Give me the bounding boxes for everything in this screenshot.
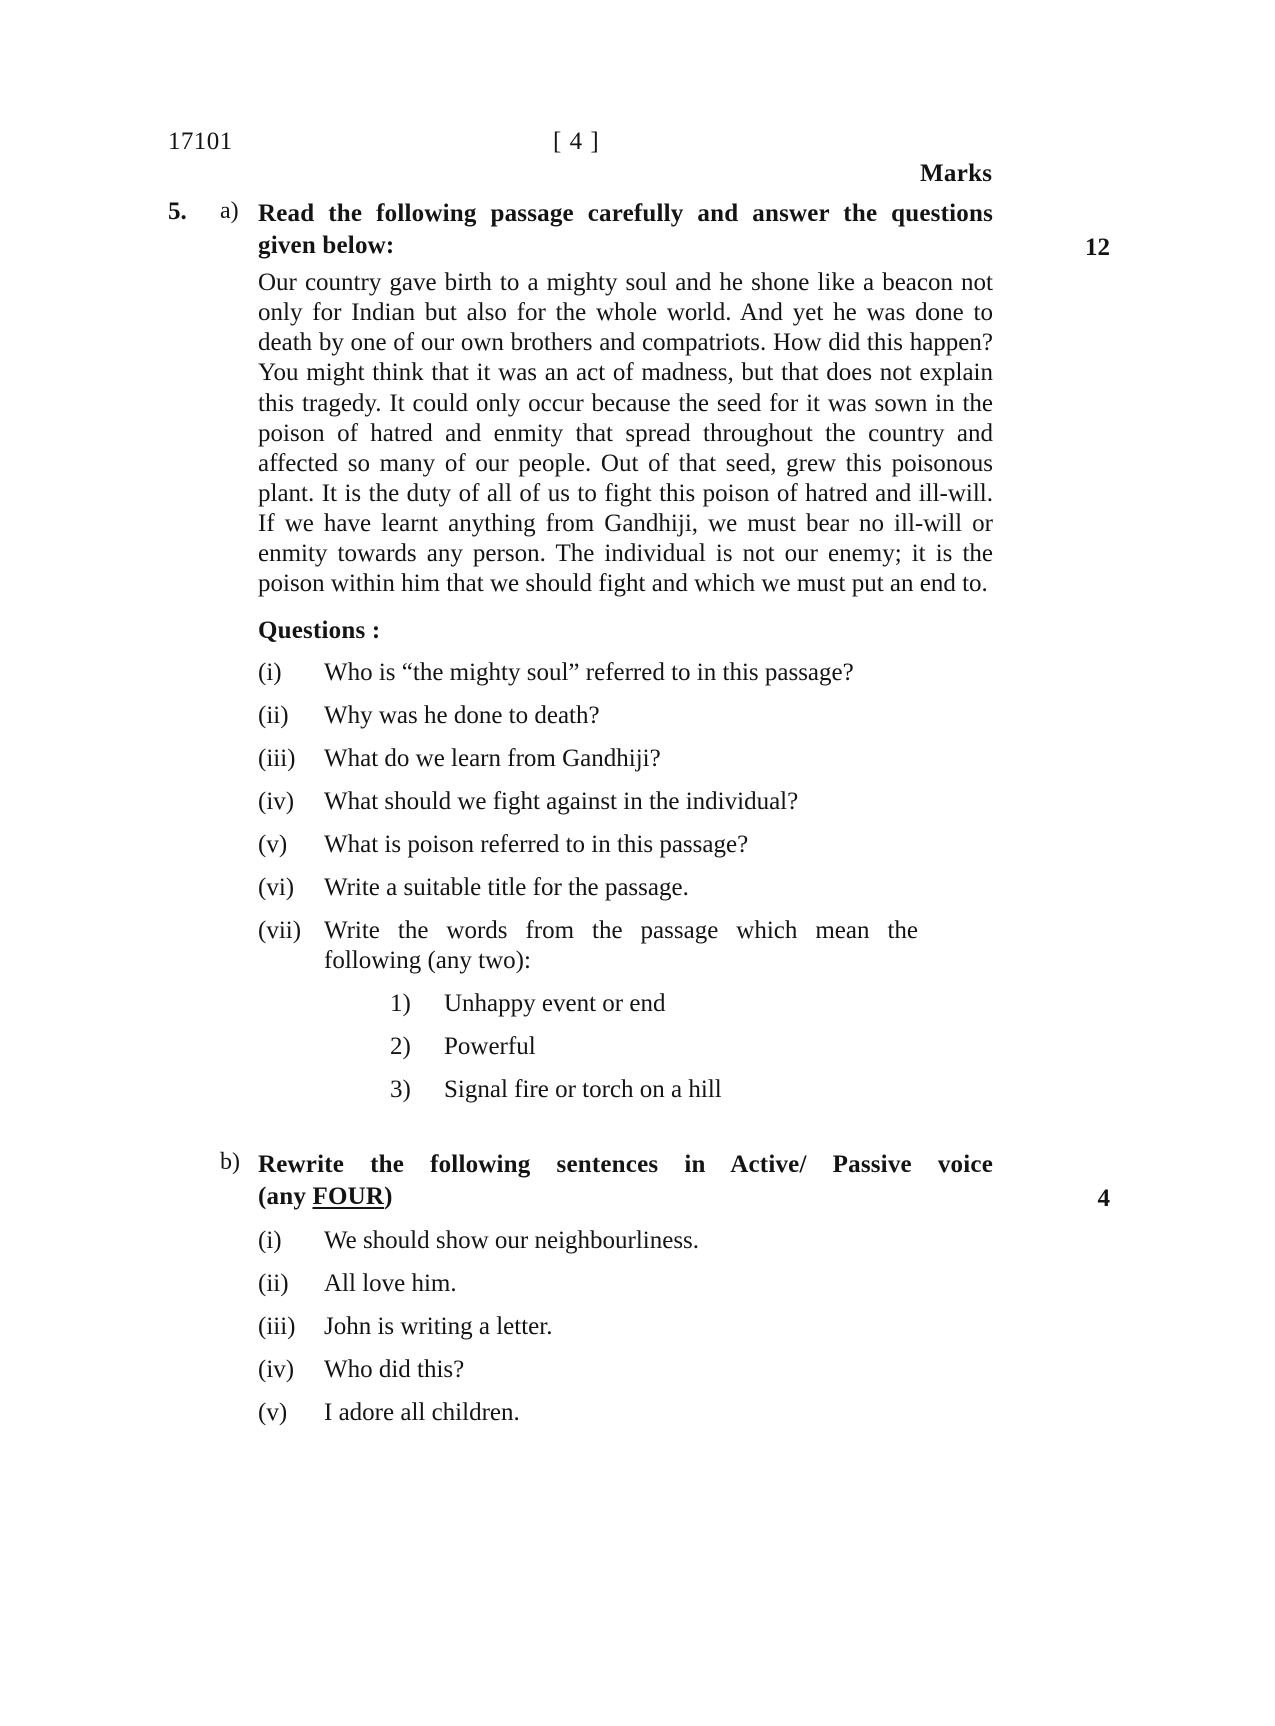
word-meaning-sublist — [390, 989, 918, 1105]
questions-label: Questions : — [258, 617, 381, 645]
heading-suffix: ) — [384, 1183, 393, 1211]
list-item — [258, 701, 958, 731]
list-item — [258, 787, 958, 817]
list-text: Why was he done to death? — [324, 702, 600, 730]
page-number: [ 4 ] — [553, 128, 600, 155]
list-item — [258, 1312, 958, 1342]
list-marker: (iii) — [258, 1313, 296, 1341]
list-item — [258, 1355, 958, 1385]
question-5a-heading: Read the following passage carefully and answer the questions given below: — [258, 200, 993, 259]
list-text: Who did this? — [324, 1356, 465, 1384]
question-5b — [168, 1149, 1108, 1428]
page-header — [168, 128, 998, 162]
question-5b-heading — [258, 1149, 993, 1213]
question-5b-heading-line2 — [258, 1183, 393, 1210]
list-item — [258, 1226, 958, 1256]
list-marker: 2) — [390, 1033, 411, 1061]
list-text: What is poison referred to in this passage? — [324, 831, 749, 859]
marks-value-5a: 12 — [1085, 234, 1110, 261]
list-text: John is writing a letter. — [324, 1313, 553, 1341]
list-marker: 3) — [390, 1076, 411, 1104]
list-text: Write the words from the passage which mean the following (any two): — [324, 917, 918, 975]
list-item — [258, 1269, 958, 1299]
list-item — [390, 989, 918, 1019]
heading-emphasis-four: FOUR — [312, 1183, 385, 1211]
list-text: Signal fire or torch on a hill — [444, 1076, 722, 1104]
list-marker: (vi) — [258, 874, 295, 902]
list-text: Unhappy event or end — [444, 990, 666, 1018]
marks-value-5b: 4 — [1097, 1185, 1110, 1213]
list-text: What should we fight against in the individual? — [324, 788, 799, 816]
question-number: 5. — [168, 198, 187, 225]
list-item — [258, 830, 958, 860]
reading-passage: Our country gave birth to a mighty soul and he shone like a beacon not only for Indian but also for the whole world. And yet he was done to death by one of our own brothers and compatriots. How did this happen? You might think that it was an act of madness, but that does not explain this tragedy. It could only occur because the seed for it was sown in the poison of hatred and enmity that spread throughout the country and affected so many of our people. Out of that seed, grew this poisonous plant. It is the duty of all of us to fight this poison of hatred and ill-will. If we have learnt anything from Gandhiji, we must bear no ill-will or enmity towards any person. The individual is not our enemy; it is the poison within him that we should fight and which we must put an end to. — [258, 269, 993, 598]
list-marker: (ii) — [258, 1270, 289, 1298]
part-letter-b: b) — [220, 1149, 240, 1176]
questions-list — [258, 658, 1108, 1105]
list-item — [258, 873, 958, 903]
paper-code: 17101 — [168, 128, 233, 155]
question-5b-heading-line1: Rewrite the following sentences in Active/ Passive voice — [258, 1151, 993, 1179]
sentences-list — [258, 1226, 1108, 1428]
list-text: What do we learn from Gandhiji? — [324, 745, 661, 773]
list-item — [258, 744, 958, 774]
list-marker: (iv) — [258, 788, 295, 816]
list-marker: 1) — [390, 990, 411, 1018]
list-text: Who is “the mighty soul” referred to in this passage? — [324, 659, 854, 687]
list-item — [390, 1032, 918, 1062]
list-text: We should show our neighbourliness. — [324, 1227, 700, 1255]
list-text: All love him. — [324, 1270, 457, 1298]
list-marker: (v) — [258, 1399, 288, 1427]
list-item — [258, 1398, 958, 1428]
part-letter-a: a) — [220, 198, 239, 224]
list-marker: (i) — [258, 659, 282, 687]
page-content — [168, 198, 1108, 1428]
list-marker: (vii) — [258, 917, 302, 945]
list-text: Powerful — [444, 1033, 536, 1061]
list-text: I adore all children. — [324, 1399, 520, 1427]
list-marker: (v) — [258, 831, 288, 859]
list-item — [258, 658, 958, 688]
list-marker: (ii) — [258, 702, 289, 730]
heading-prefix: (any — [258, 1183, 313, 1211]
list-marker: (i) — [258, 1227, 282, 1255]
list-marker: (iii) — [258, 745, 296, 773]
list-text: Write a suitable title for the passage. — [324, 874, 689, 902]
list-item — [390, 1075, 918, 1105]
marks-column-label: Marks — [920, 160, 993, 187]
list-marker: (iv) — [258, 1356, 295, 1384]
list-item — [258, 916, 918, 1105]
question-5a — [168, 198, 1108, 1105]
